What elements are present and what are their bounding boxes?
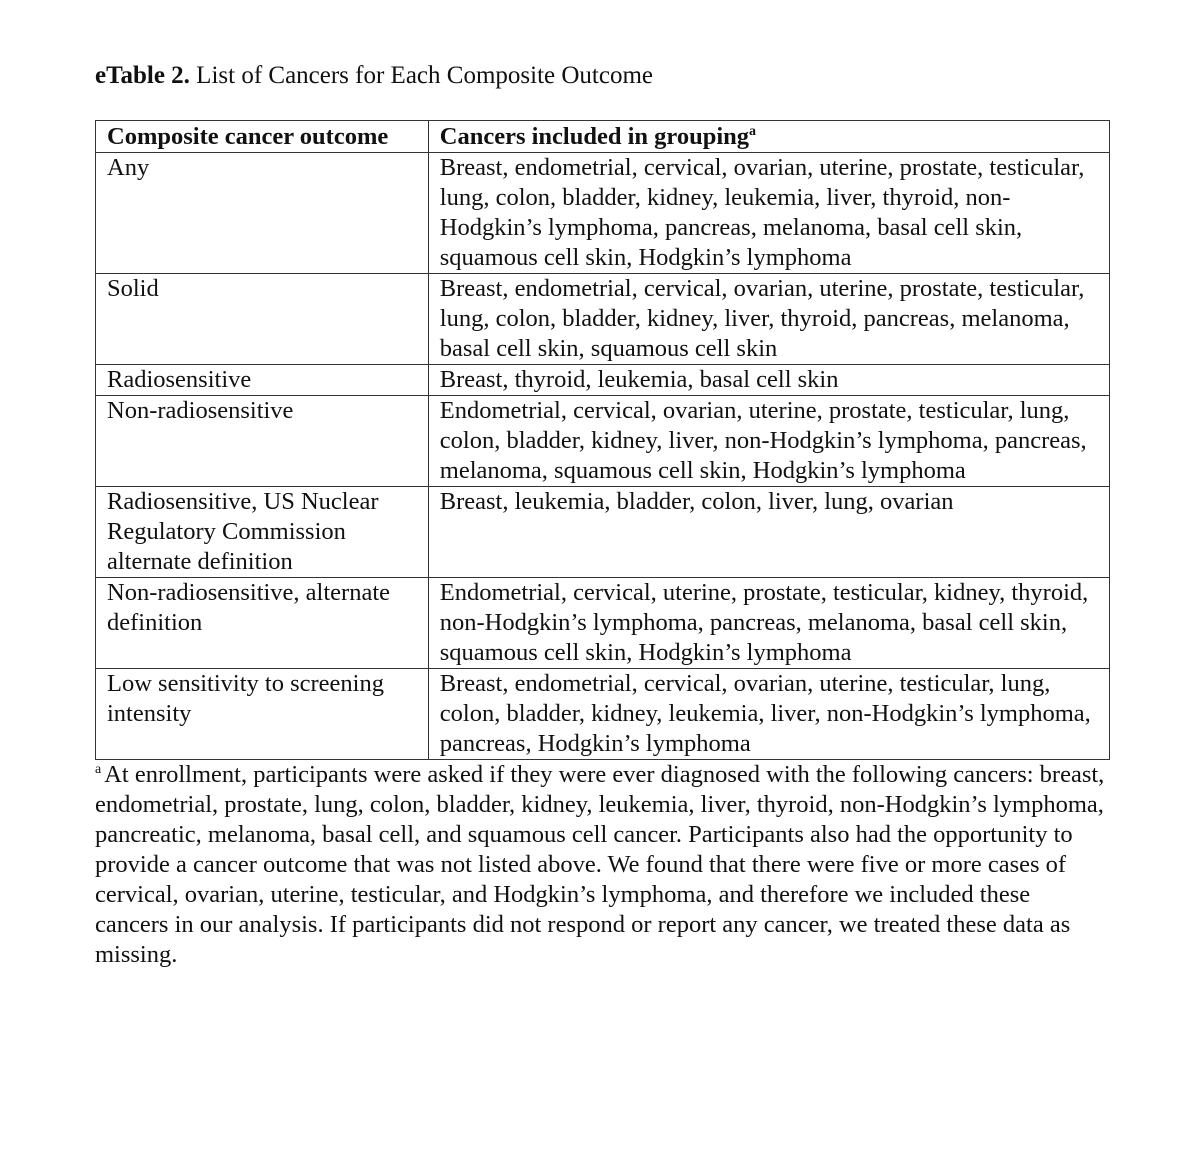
- table-row: [96, 578, 1110, 669]
- cancers-cell: Endometrial, cervical, ovarian, uterine, prostate, testicular, lung, colon, bladder, kidney, liver, non-Hodgkin’s lymphoma, pancreas, melanoma, squamous cell skin, Hodgkin’s lymphoma: [428, 396, 1109, 487]
- footnote-text: At enrollment, participants were asked if they were ever diagnosed with the following cancers: breast, endometrial, prostate, lung, colon, bladder, kidney, leukemia, liver, thyroid, non-Hodgkin’s lymphoma, pancreatic, melanoma, basal cell, and squamous cell cancer. Participants also had the opportunity to provide a cancer outcome that was not listed above. We found that there were five or more cases of cervical, ovarian, uterine, testicular, and Hodgkin’s lymphoma, and therefore we included these cancers in our analysis. If participants did not respond or report any cancer, we treated these data as missing.: [95, 761, 1105, 968]
- header-cancers-included: [428, 121, 1109, 153]
- cancers-cell: Breast, endometrial, cervical, ovarian, uterine, prostate, testicular, lung, colon, bladder, kidney, liver, thyroid, pancreas, melanoma, basal cell skin, squamous cell skin: [428, 274, 1109, 365]
- header-cancers-included-text: Cancers included in grouping: [439, 123, 750, 150]
- outcome-cell: Radiosensitive, US Nuclear Regulatory Commission alternate definition: [96, 487, 429, 578]
- cancers-cell: Breast, endometrial, cervical, ovarian, uterine, prostate, testicular, lung, colon, bladder, kidney, leukemia, liver, thyroid, non-Hodgkin’s lymphoma, pancreas, melanoma, basal cell skin, squamous cell skin, Hodgkin’s lymphoma: [428, 153, 1109, 274]
- outcome-cell: Radiosensitive: [96, 365, 429, 396]
- header-footnote-mark: a: [749, 124, 757, 139]
- table-title-text: List of Cancers for Each Composite Outcome: [196, 62, 653, 89]
- table-row: [96, 487, 1110, 578]
- outcome-cell: Non-radiosensitive, alternate definition: [96, 578, 429, 669]
- outcome-cell: Non-radiosensitive: [96, 396, 429, 487]
- table-row: [96, 396, 1110, 487]
- table-footnote: [95, 760, 1105, 970]
- table-header-row: [96, 121, 1110, 153]
- outcome-cell: Any: [96, 153, 429, 274]
- outcome-cell: Low sensitivity to screening intensity: [96, 669, 429, 760]
- document-page: [95, 60, 1110, 970]
- table-row: [96, 153, 1110, 274]
- cancers-cell: Endometrial, cervical, uterine, prostate, testicular, kidney, thyroid, non-Hodgkin’s lymphoma, pancreas, melanoma, basal cell skin, squamous cell skin, Hodgkin’s lymphoma: [428, 578, 1109, 669]
- cancer-outcomes-table: [95, 120, 1110, 760]
- table-row: [96, 274, 1110, 365]
- table-label: eTable 2.: [95, 62, 190, 89]
- table-row: [96, 365, 1110, 396]
- cancers-cell: Breast, leukemia, bladder, colon, liver, lung, ovarian: [428, 487, 1109, 578]
- table-title: [95, 60, 1110, 92]
- cancers-cell: Breast, thyroid, leukemia, basal cell skin: [428, 365, 1109, 396]
- header-composite-outcome: Composite cancer outcome: [96, 121, 429, 153]
- cancers-cell: Breast, endometrial, cervical, ovarian, uterine, testicular, lung, colon, bladder, kidney, leukemia, liver, non-Hodgkin’s lymphoma, pancreas, Hodgkin’s lymphoma: [428, 669, 1109, 760]
- table-row: [96, 669, 1110, 760]
- outcome-cell: Solid: [96, 274, 429, 365]
- footnote-mark: a: [95, 762, 102, 777]
